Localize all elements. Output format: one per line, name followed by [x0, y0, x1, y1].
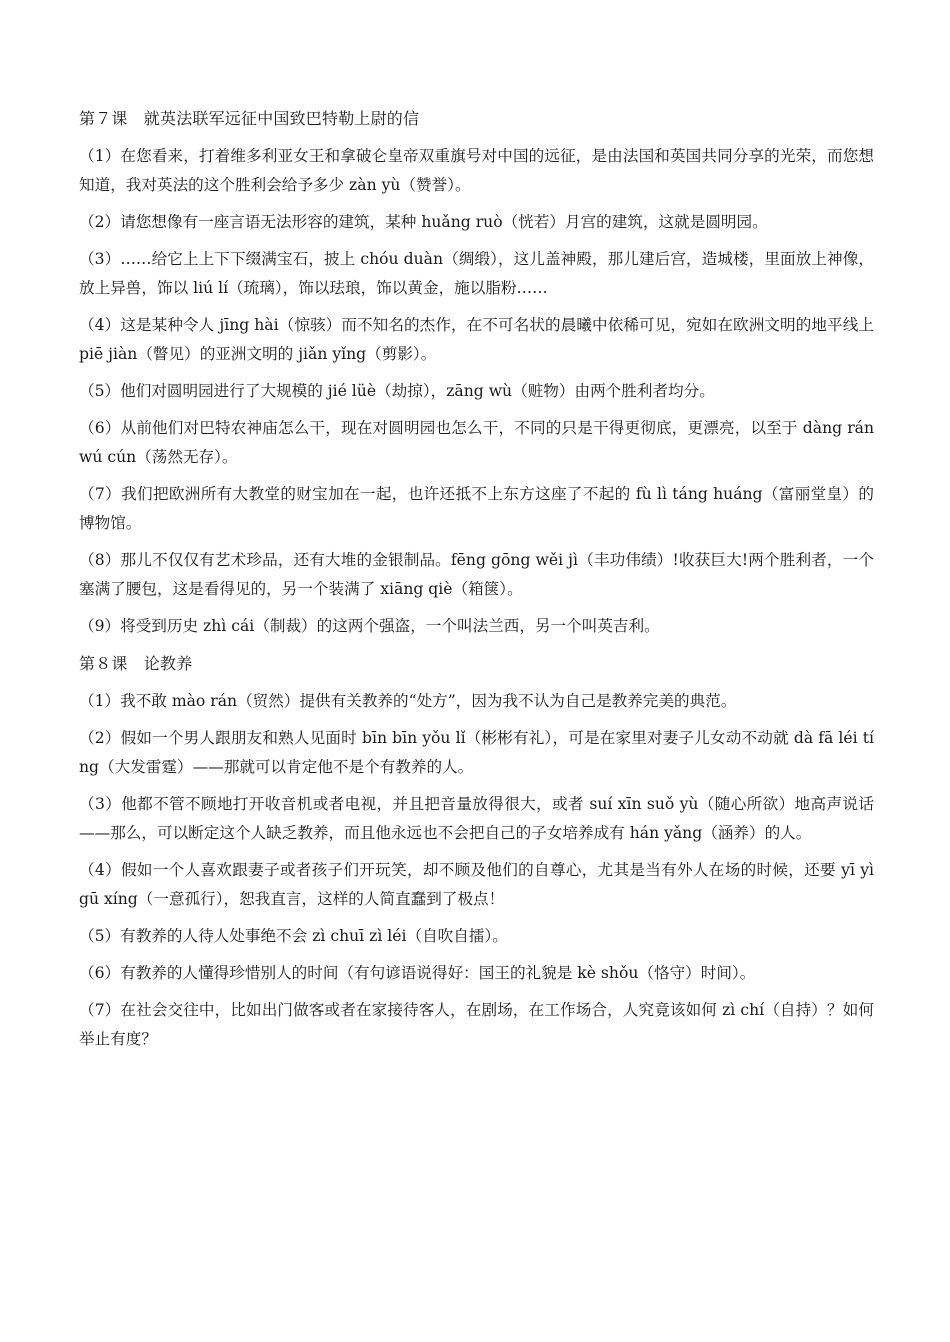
lesson-7-item: （4）这是某种令人 jīng hài（惊骇）而不知名的杰作，在不可名状的晨曦中依稀可见，宛如在欧洲文明的地平线上 piē jiàn（瞥见）的亚洲文明的 jiǎn yǐng（剪影）。: [79, 316, 874, 363]
document-page: [79, 104, 874, 1062]
lesson-8-item: （6）有教养的人懂得珍惜别人的时间（有句谚语说得好：国王的礼貌是 kè shǒu（恪守）时间）。: [79, 964, 756, 982]
lesson-8-section: [79, 649, 874, 1054]
lesson-7-item: （9）将受到历史 zhì cái（制裁）的这两个强盗，一个叫法兰西，另一个叫英吉利。: [79, 617, 660, 635]
lesson-7-item: （5）他们对圆明园进行了大规模的 jié lüè（劫掠），zāng wù（赃物）由两个胜利者均分。: [79, 382, 715, 400]
lesson-7-item: （2）请您想像有一座言语无法形容的建筑，某种 huǎng ruò（恍若）月宫的建筑，这就是圆明园。: [79, 213, 768, 231]
lesson-8-item: （4）假如一个人喜欢跟妻子或者孩子们开玩笑，却不顾及他们的自尊心，尤其是当有外人在场的时候，还要 yī yì gū xíng（一意孤行），恕我直言，这样的人简直蠢到了极点！: [79, 861, 874, 908]
lesson-7-item: （7）我们把欧洲所有大教堂的财宝加在一起，也许还抵不上东方这座了不起的 fù lì táng huáng（富丽堂皇）的博物馆。: [79, 485, 874, 532]
lesson-7-title: 第７课 就英法联军远征中国致巴特勒上尉的信: [79, 109, 420, 128]
lesson-7-item: （3）……给它上上下下缀满宝石，披上 chóu duàn（绸缎），这儿盖神殿，那儿建后宫，造城楼，里面放上神像，放上异兽，饰以 liú lí（琉璃），饰以珐琅，饰以黄金，施以脂粉……: [79, 250, 874, 297]
lesson-8-item: （2）假如一个男人跟朋友和熟人见面时 bīn bīn yǒu lǐ（彬彬有礼），可是在家里对妻子儿女动不动就 dà fā léi tíng（大发雷霆）——那就可以肯定他不是个有教养的人。: [79, 729, 874, 776]
lesson-8-item: （1）我不敢 mào rán（贸然）提供有关教养的“处方”，因为我不认为自己是教养完美的典范。: [79, 692, 737, 710]
lesson-8-item: （3）他都不管不顾地打开收音机或者电视，并且把音量放得很大，或者 suí xīn suǒ yù（随心所欲）地高声说话——那么，可以断定这个人缺乏教养，而且他永远也不会把自己的子女培养成有 hán yǎng（涵养）的人。: [79, 795, 874, 842]
lesson-7-item: （1）在您看来，打着维多利亚女王和拿破仑皇帝双重旗号对中国的远征，是由法国和英国共同分享的光荣，而您想知道，我对英法的这个胜利会给予多少 zàn yù（赞誉）。: [79, 147, 874, 194]
lesson-8-item: （5）有教养的人待人处事绝不会 zì chuī zì léi（自吹自擂）。: [79, 927, 508, 945]
lesson-8-title: 第８课 论教养: [79, 654, 193, 673]
lesson-7-item: （6）从前他们对巴特农神庙怎么干，现在对圆明园也怎么干，不同的只是干得更彻底，更漂亮，以至于 dàng rán wú cún（荡然无存）。: [79, 419, 874, 466]
lesson-7-item: （8）那儿不仅仅有艺术珍品，还有大堆的金银制品。fēng gōng wěi jì（丰功伟绩）!收获巨大!两个胜利者，一个塞满了腰包，这是看得见的，另一个装满了 xiāng qiè（箱箧）。: [79, 551, 874, 598]
lesson-7-section: [79, 104, 874, 641]
lesson-8-item: （7）在社会交往中，比如出门做客或者在家接待客人，在剧场，在工作场合，人究竟该如何 zì chí（自持）？如何举止有度？: [79, 1001, 874, 1048]
